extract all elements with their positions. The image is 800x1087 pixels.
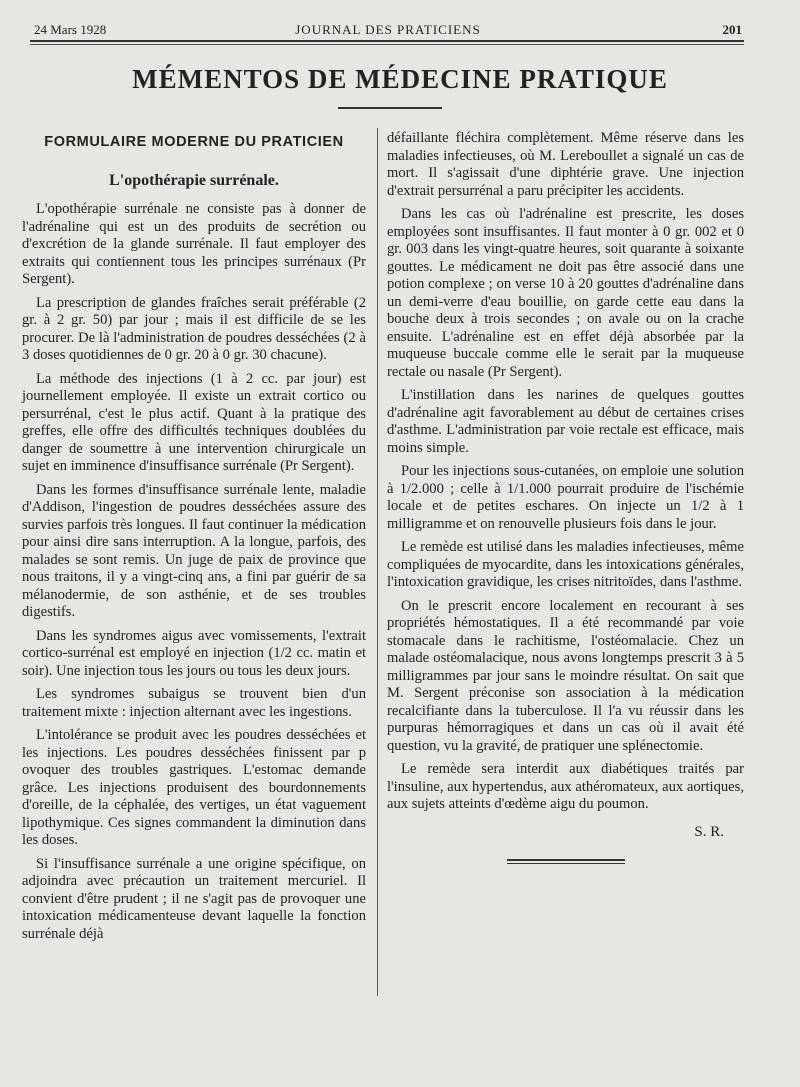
column-divider [377, 128, 378, 996]
paragraph: L'opothérapie surrénale ne consiste pas à donner de l'adrénaline qui est un des produits de secrétion ou d'excrétion de la glande surrénale. Il faut employer des extraits qui contiennent tous les principes surrénaux (Pr Sergent). [22, 201, 366, 287]
paragraph: L'instillation dans les narines de quelques gouttes d'adrénaline agit favorablement au début de certaines crises d'asthme. L'administration par voie rectale est efficace, mais moins simple. [387, 387, 744, 456]
left-column [22, 130, 366, 949]
page-number: 201 [722, 22, 742, 37]
paragraph: Dans les formes d'insuffisance surrénale lente, maladie d'Addison, l'ingestion de poudres desséchées assure des survies parfois très longues. Il faut continuer la médication pour ainsi dire sans interruption. A la longue, parfois, des malades se sont remis. Un juge de paix de province que nous traitons, il y a vingt-cinq ans, a fini par guérir de sa mélanodermie, de son asthénie, et de ses troubles digestifs. [22, 481, 366, 620]
article-title: L'opothérapie surrénale. [109, 171, 279, 189]
section-title: FORMULAIRE MODERNE DU PRATICIEN [44, 134, 344, 150]
title-rule [338, 107, 442, 109]
paragraph: La prescription de glandes fraîches serait préférable (2 gr. à 2 gr. 50) par jour ; mais il est difficile de se les procurer. De là l'administration de poudres desséchées (2 à 3 doses quotidiennes de 0 gr. 20 à 0 gr. 30 chacune). [22, 294, 366, 363]
paragraph: Les syndromes subaigus se trouvent bien d'un traitement mixte : injection alternant avec les ingestions. [22, 686, 366, 720]
paragraph: La méthode des injections (1 à 2 cc. par jour) est journellement employée. Il existe un extrait cortico ou persurrénal, c'est le plus actif. Quant à la pratique des greffes, elle offre des difficultés techniques doublées du danger de soumettre à une intervention chirurgicale un sujet en imminence d'insuffisance surrénale (Pr Sergent). [22, 370, 366, 474]
paragraph: Le remède est utilisé dans les maladies infectieuses, même compliquées de myocardite, dans les intoxications générales, l'intoxication gravidique, les crises nitritoïdes, dans l'asthme. [387, 539, 744, 590]
issue-date: 24 Mars 1928 [34, 22, 107, 37]
paragraph: Dans les syndromes aigus avec vomissements, l'extrait cortico-surrénal est employé en injection (1/2 cc. matin et soir). Une injection tous les jours ou tous les deux jours. [22, 627, 366, 679]
main-title: MÉMENTOS DE MÉDECINE PRATIQUE [132, 64, 668, 94]
journal-name: JOURNAL DES PRATICIENS [295, 22, 481, 37]
paragraph: Dans les cas où l'adrénaline est prescrite, les doses employées sont insuffisantes. Il faut monter à 0 gr. 002 et 0 gr. 003 dans les vingt-quatre heures, soit quarante à soixante gouttes. Le médicament ne doit pas être associé dans une potion complexe ; on verse 10 à 20 gouttes d'adrénaline dans un demi-verre d'eau bouillie, on garde cette eau dans la bouche deux à trois secondes ; on avale ou on la crache ensuite. L'adrénaline est en effet déjà absorbée par la muqueuse buccale comme elle le serait par la muqueuse rectale ou nasale (Pr Sergent). [387, 206, 744, 380]
right-column [387, 130, 744, 864]
end-rule [507, 859, 625, 864]
paragraph: Pour les injections sous-cutanées, on emploie une solution à 1/2.000 ; celle à 1/1.000 pourrait produire de l'ischémie locale et de petites eschares. On injecte un 1/2 à 1 milligramme et on renouvelle plusieurs fois dans le jour. [387, 463, 744, 532]
paragraph: Si l'insuffisance surrénale a une origine spécifique, on adjoindra avec précaution un traitement mercuriel. Il convient d'être prudent ; il ne s'agit pas de provoquer une intoxication médicamenteuse devant laquelle la fonction surrénale déjà [22, 855, 366, 942]
running-head [34, 20, 742, 40]
paragraph: Le remède sera interdit aux diabétiques traités par l'insuline, aux hypertendus, aux athéromateux, aux aortiques, aux sujets atteints d'œdème aigu du poumon. [387, 761, 744, 812]
paragraph: L'intolérance se produit avec les poudres desséchées et les injections. Les poudres desséchées finissent par p ovoquer des troubles gastriques. L'estomac demande grâce. Les injections produisent des bourdonnements d'oreille, de la céphalée, des vertiges, un état vaguement lipothymique. Ces signes commandent la diminution dans les doses. [22, 727, 366, 848]
author-signature: S. R. [694, 823, 724, 840]
header-rule [30, 40, 744, 45]
paragraph: On le prescrit encore localement en recourant à ses propriétés hémostatiques. Il a été recommandé par voie stomacale dans le rachitisme, l'ostéomalacie. Chez un malade ostéomalacique, nous avons longtemps prescrit 3 à 5 milligrammes par jour sans le moindre résultat. On sait que M. Sergent préconise son association à la médication recalcifiante dans la tuberculose. Il l'a vu réussir dans les purpuras hémorragiques et dans un cas où il avait été question, vu la gravité, de pratiquer une splénectomie. [387, 597, 744, 754]
paragraph: défaillante fléchira complètement. Même réserve dans les maladies infectieuses, où M. Lereboullet a signalé un cas de mort. Il s'agissait d'une diphtérie grave. Une injection d'extrait persurrénal a paru précipiter les accidents. [387, 130, 744, 199]
